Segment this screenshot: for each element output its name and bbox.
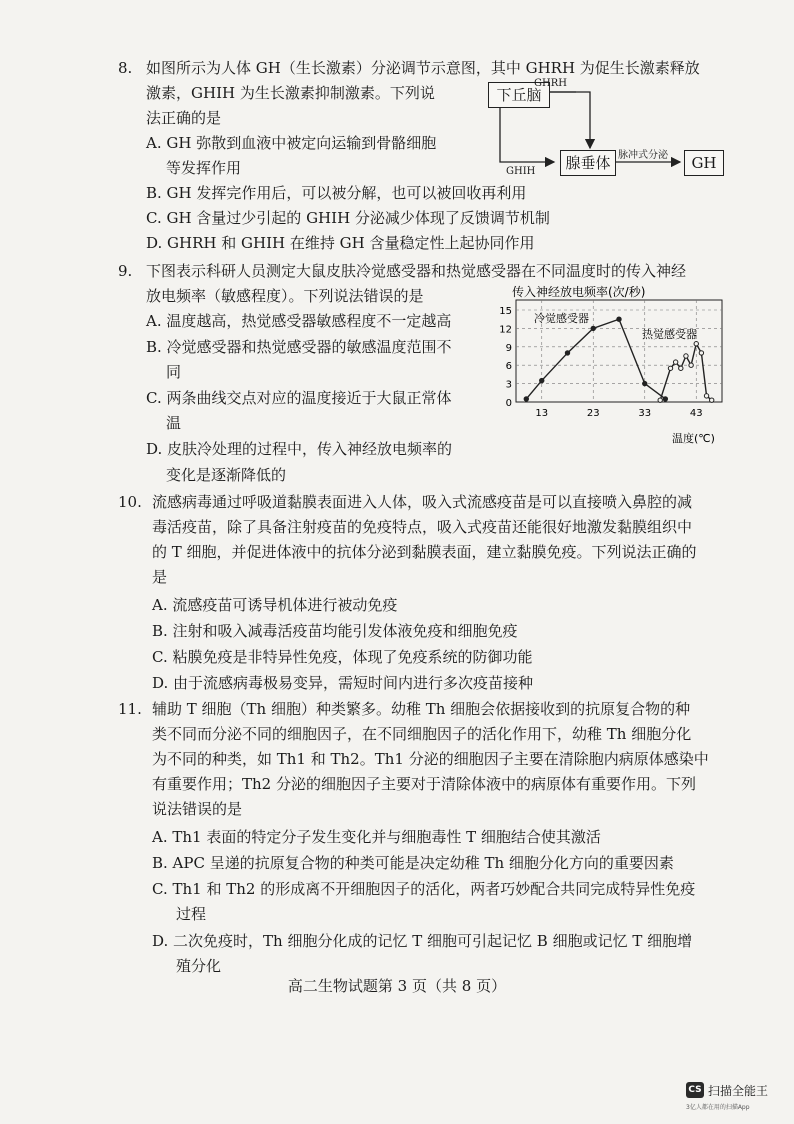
- q10-number: 10.: [118, 493, 142, 511]
- ghih-label: GHIH: [506, 166, 536, 177]
- q8-stem-line2: 激素，GHIH 为生长激素抑制激素。下列说: [146, 84, 435, 102]
- q10-stem-line4: 是: [152, 568, 168, 586]
- y-tick-label: 3: [505, 379, 512, 391]
- legend-hot: 热觉感受器: [642, 328, 697, 341]
- q11-stem-line3: 为不同的种类，如 Th1 和 Th2。Th1 分泌的细胞因子主要在清除胞内病原体感染中: [152, 750, 709, 768]
- q9-stem-line1: 下图表示科研人员测定大鼠皮肤冷觉感受器和热觉感受器在不同温度时的传入神经: [146, 262, 687, 280]
- q10-option-c: C. 粘膜免疫是非特异性免疫，体现了免疫系统的防御功能: [152, 648, 533, 666]
- cold-data-point: [524, 397, 528, 401]
- hot-data-point: [668, 366, 672, 370]
- q8-option-b: B. GH 发挥完作用后，可以被分解，也可以被回收再利用: [146, 184, 527, 202]
- hot-data-point: [710, 398, 714, 402]
- pulse-label: 脉冲式分泌: [618, 150, 668, 161]
- q9-option-d: D. 皮肤冷处理的过程中，传入神经放电频率的: [146, 440, 453, 458]
- q9-option-b: B. 冷觉感受器和热觉感受器的敏感温度范围不: [146, 338, 452, 356]
- q9-stem-line2: 放电频率（敏感程度）。下列说法错误的是: [146, 287, 424, 305]
- q9-option-d-cont: 变化是逐渐降低的: [166, 466, 287, 484]
- q9-option-c-cont: 温: [166, 414, 182, 432]
- chart-xlabel: 温度(℃): [672, 432, 715, 445]
- q11-option-d-cont: 殖分化: [176, 957, 222, 975]
- scanner-watermark: [686, 1082, 786, 1118]
- chart-svg: [486, 280, 736, 460]
- x-tick-label: 33: [638, 408, 652, 419]
- ghih-arrow: [500, 104, 554, 162]
- q8-option-d: D. GHRH 和 GHIH 在维持 GH 含量稳定性上起协同作用: [146, 234, 535, 252]
- q10-stem-line1: 流感病毒通过呼吸道黏膜表面进入人体，吸入式流感疫苗是可以直接喷入鼻腔的减: [152, 493, 693, 511]
- q8-stem-line3: 法正确的是: [146, 109, 222, 127]
- scanner-brand-tagline: 3亿人都在用的扫描App: [686, 1104, 750, 1111]
- q11-option-d: D. 二次免疫时，Th 细胞分化成的记忆 T 细胞可引起记忆 B 细胞或记忆 T 细胞增: [152, 932, 693, 950]
- q10-stem-line2: 毒活疫苗，除了具备注射疫苗的免疫特点，吸入式疫苗还能很好地激发黏膜组织中: [152, 518, 693, 536]
- q11-option-a: A. Th1 表面的特定分子发生变化并与细胞毒性 T 细胞结合使其激活: [152, 828, 601, 846]
- q11-option-c: C. Th1 和 Th2 的形成离不开细胞因子的活化，两者巧妙配合共同完成特异性免疫: [152, 880, 696, 898]
- hot-data-point: [699, 351, 703, 355]
- hot-data-point: [694, 342, 698, 346]
- q11-stem-line4: 有重要作用；Th2 分泌的细胞因子主要对于清除体液中的病原体有重要作用。下列: [152, 775, 696, 793]
- y-tick-label: 6: [505, 361, 512, 373]
- q9-option-c: C. 两条曲线交点对应的温度接近于大鼠正常体: [146, 389, 452, 407]
- chart-title: 传入神经放电频率(次/秒): [512, 285, 646, 299]
- q9-option-a: A. 温度越高，热觉感受器敏感程度不一定越高: [146, 312, 452, 330]
- q8-option-a: A. GH 弥散到血液中被定向运输到骨骼细胞: [146, 134, 437, 152]
- y-tick-label: 0: [505, 398, 512, 409]
- scanner-logo-icon: CS: [686, 1082, 704, 1098]
- q10-option-a: A. 流感疫苗可诱导机体进行被动免疫: [152, 596, 398, 614]
- q10-option-b: B. 注射和吸入减毒活疫苗均能引发体液免疫和细胞免疫: [152, 622, 518, 640]
- q11-stem-line2: 类不同而分泌不同的细胞因子，在不同细胞因子的活化作用下，幼稚 Th 细胞分化: [152, 725, 692, 743]
- ghrh-arrow: [550, 92, 590, 148]
- hot-data-point: [684, 354, 688, 358]
- q9-option-b-cont: 同: [166, 363, 182, 381]
- hot-data-point: [689, 363, 693, 367]
- q8-option-a-cont: 等发挥作用: [166, 159, 242, 177]
- q11-stem-line1: 辅助 T 细胞（Th 细胞）种类繁多。幼稚 Th 细胞会依据接收到的抗原复合物的种: [152, 700, 691, 718]
- q8-option-c: C. GH 含量过少引起的 GHIH 分泌减少体现了反馈调节机制: [146, 209, 550, 227]
- cold-data-point: [540, 378, 544, 382]
- hot-data-point: [658, 398, 662, 402]
- cold-data-point: [663, 397, 667, 401]
- y-tick-label: 9: [505, 342, 512, 354]
- ghrh-label: GHRH: [534, 78, 567, 89]
- hot-data-point: [704, 394, 708, 398]
- x-tick-label: 43: [689, 408, 703, 419]
- q8-number: 8.: [118, 59, 133, 77]
- q11-option-b: B. APC 呈递的抗原复合物的种类可能是决定幼稚 Th 细胞分化方向的重要因素: [152, 854, 674, 872]
- y-tick-label: 15: [499, 306, 512, 317]
- legend-cold: 冷觉感受器: [534, 312, 589, 325]
- q11-stem-line5: 说法错误的是: [152, 800, 243, 818]
- x-tick-label: 13: [535, 408, 549, 419]
- cold-data-point: [643, 381, 647, 385]
- q10-stem-line3: 的 T 细胞，并促进体液中的抗体分泌到黏膜表面，建立黏膜免疫。下列说法正确的: [152, 543, 697, 561]
- hot-data-point: [679, 366, 683, 370]
- hot-data-point: [673, 360, 677, 364]
- gh-box: GH: [684, 150, 724, 176]
- gh-regulation-diagram: [488, 78, 728, 178]
- cold-data-point: [591, 326, 595, 330]
- page-footer: 高二生物试题第 3 页（共 8 页）: [287, 977, 507, 995]
- q8-stem-line1: 如图所示为人体 GH（生长激素）分泌调节示意图，其中 GHRH 为促生长激素释放: [146, 59, 700, 77]
- hypothalamus-box: 下丘脑: [488, 82, 550, 108]
- pituitary-box: 腺垂体: [560, 150, 616, 176]
- x-tick-label: 23: [586, 408, 600, 419]
- q10-option-d: D. 由于流感病毒极易变异，需短时间内进行多次疫苗接种: [152, 674, 534, 692]
- q11-option-c-cont: 过程: [176, 905, 207, 923]
- y-tick-label: 12: [499, 324, 512, 336]
- cold-data-point: [617, 317, 621, 321]
- q9-number: 9.: [118, 262, 133, 280]
- cold-data-point: [565, 351, 569, 355]
- receptor-frequency-chart: [486, 280, 736, 460]
- q11-number: 11.: [118, 700, 142, 718]
- scanner-brand-name: 扫描全能王: [708, 1084, 769, 1098]
